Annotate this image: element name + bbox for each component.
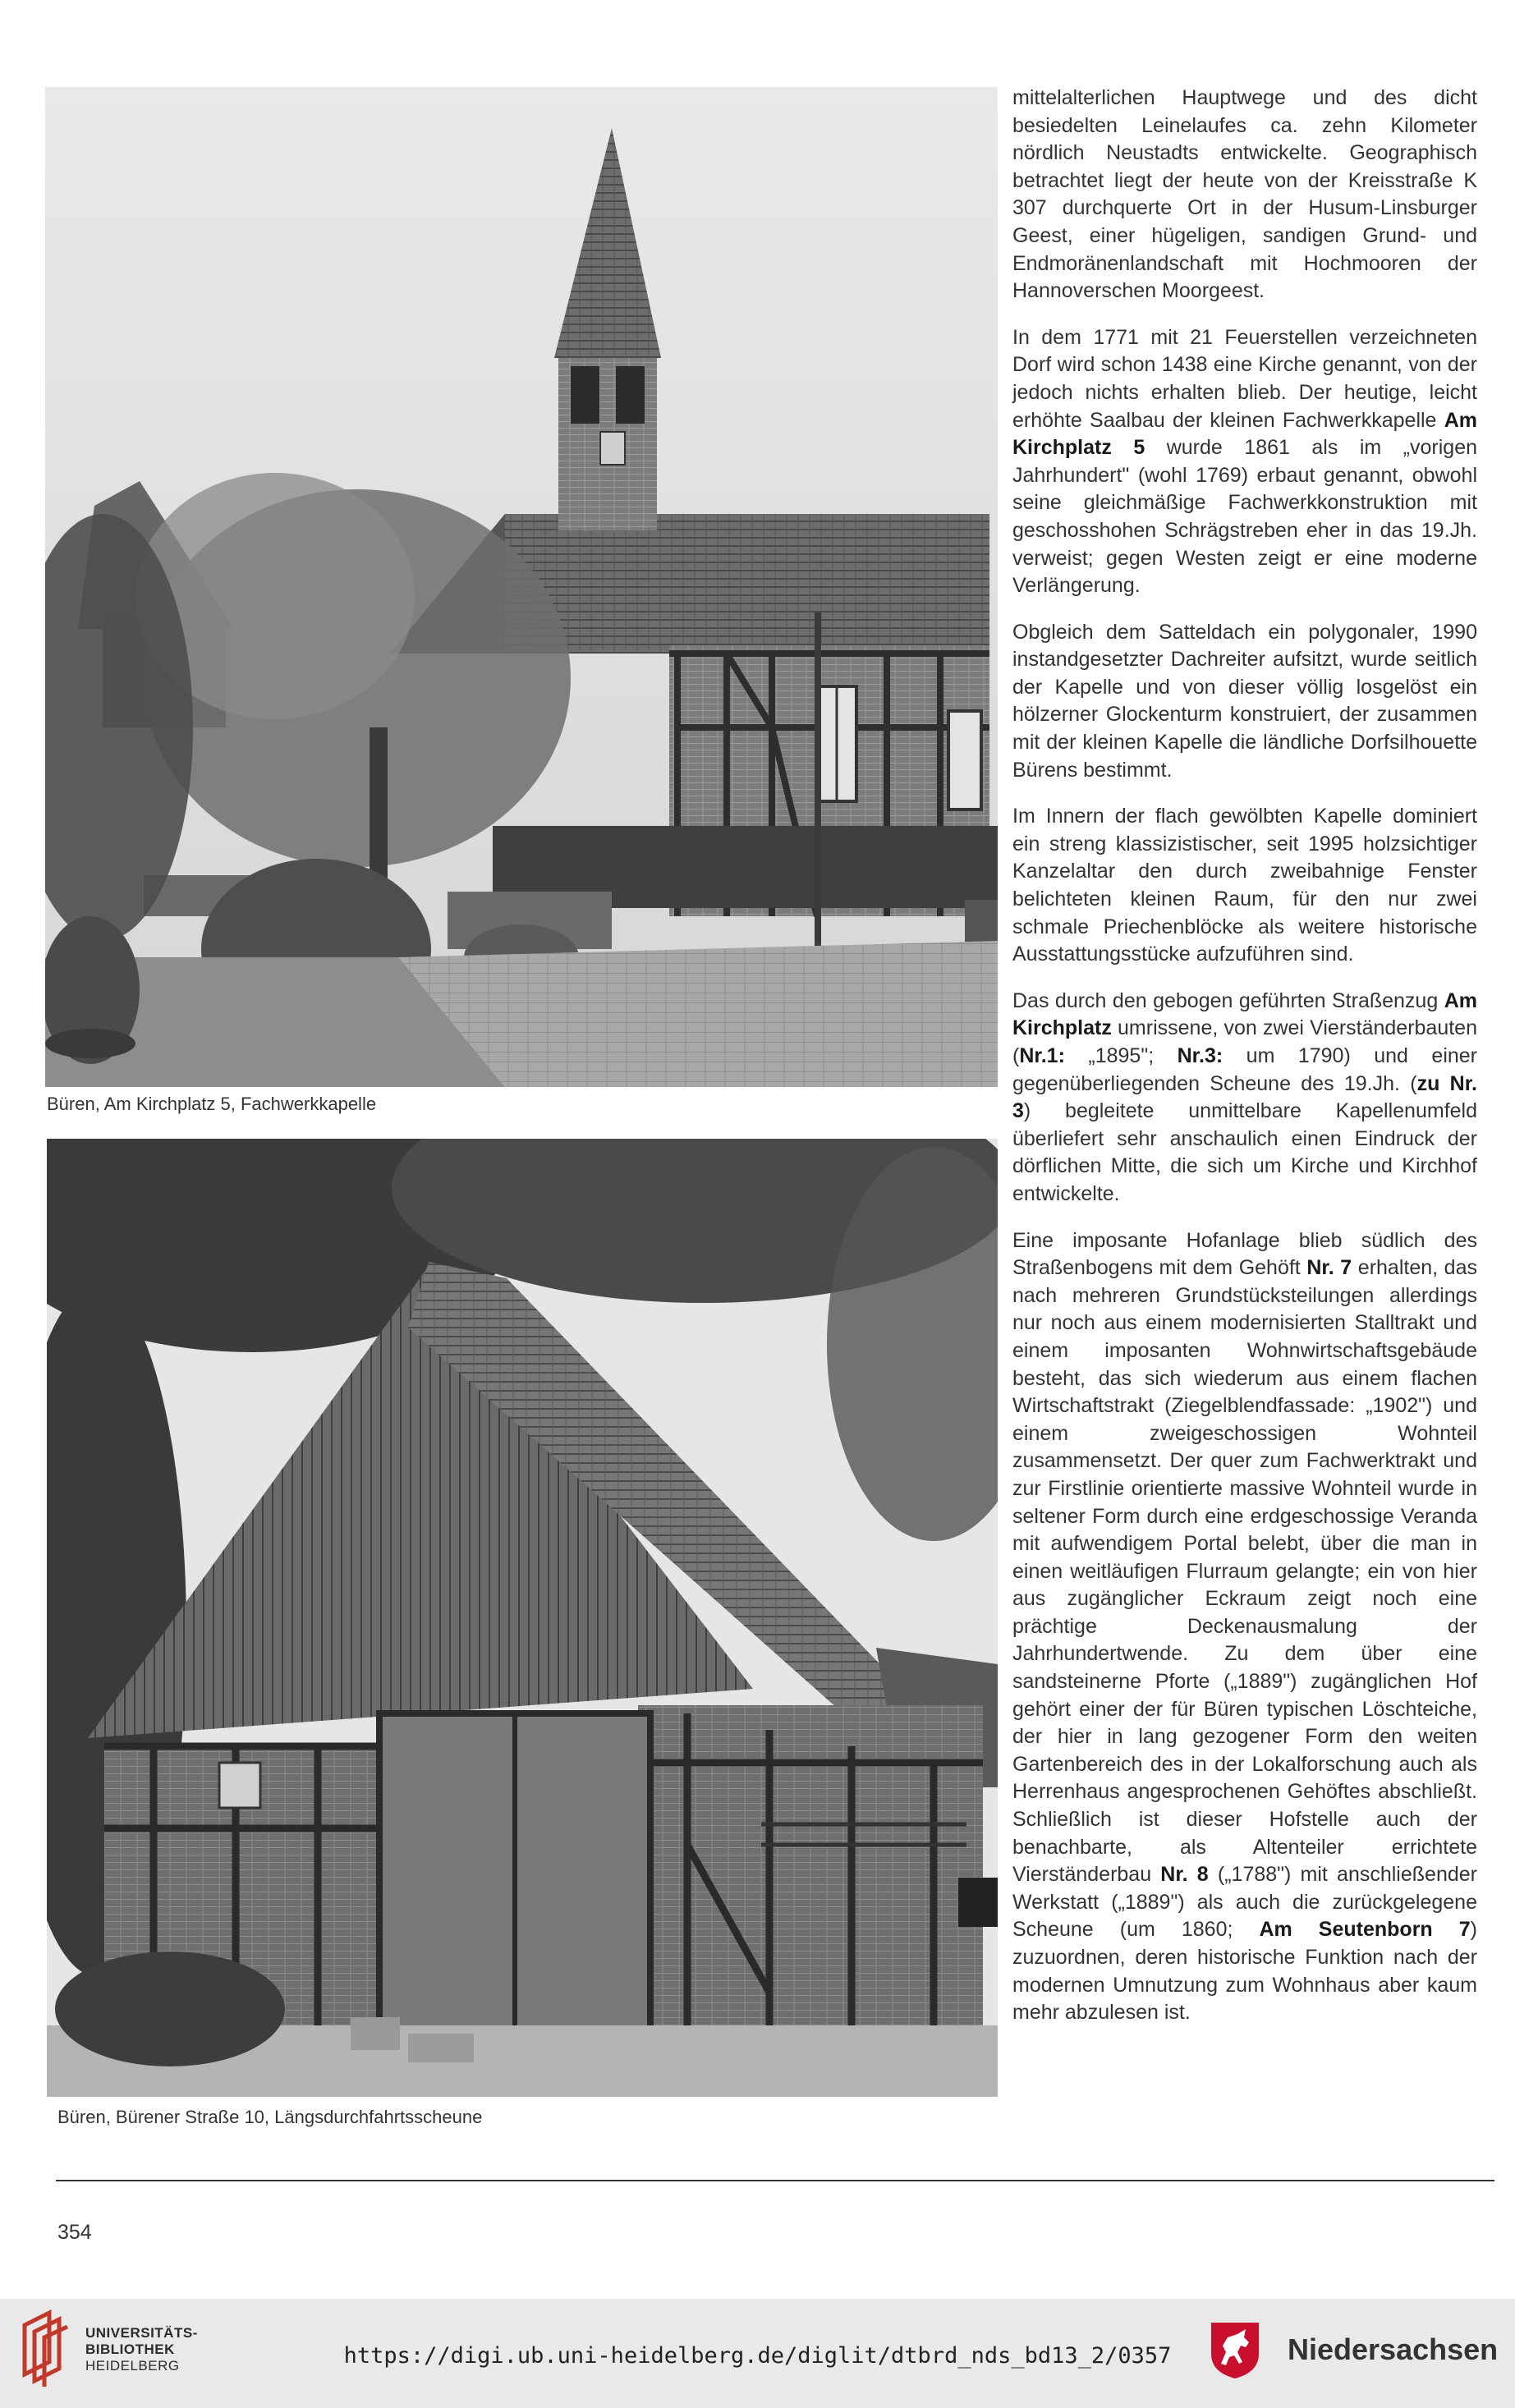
page-number: 354: [57, 2221, 92, 2244]
paragraph-1: mittelalterlichen Hauptwege und des dicht besiedelten Leinelaufes ca. zehn Kilometer nördlich Neustadts entwickelte. Geographisch betrachtet liegt der heute von der Kreisstraße K 307 durchquerte Ort in der Husum-Linsburger Geest, einer hügeligen, sandigen Grund- und Endmoränenlandschaft mit Hochmooren der Hannoverschen Moorgeest.: [1012, 86, 1477, 303]
bottom-photo-caption: Büren, Bürener Straße 10, Längsdurchfahrtsscheune: [57, 2107, 483, 2127]
footer-rule: [56, 2180, 1494, 2181]
university-library-name: UNIVERSITÄTS- BIBLIOTHEK HEIDELBERG: [85, 2325, 198, 2374]
church-photo: [45, 87, 998, 1087]
paragraph-2: In dem 1771 mit 21 Feuerstellen verzeichneten Dorf wird schon 1438 eine Kirche genannt, von der jedoch nichts erhalten blieb. Der heutige, leicht erhöhte Saalbau der kleinen Fachwerkkapelle Am Kirchplatz 5 wurde 1861 als im „vorigen Jahrhundert" (wohl 1769) erbaut genannt, obwohl seine gleichmäßige Fachwerkkonstruktion mit geschosshohen Schrägstreben eher in das 19.Jh. verweist; gegen Westen zeigt er eine moderne Verlängerung.: [1012, 325, 1477, 598]
state-name: Niedersachsen: [1288, 2332, 1499, 2366]
top-photo-caption: Büren, Am Kirchplatz 5, Fachwerkkapelle: [47, 1094, 377, 1114]
paragraph-3: Obgleich dem Satteldach ein polygonaler, 1990 instandgesetzter Dachreiter aufsitzt, wurde seitlich der Kapelle und von dieser völlig losgelöst ein hölzerner Glockenturm konstruiert, der zusammen mit der kleinen Kapelle die ländliche Dorfsilhouette Bürens bestimmt.: [1012, 620, 1477, 782]
paragraph-6: Eine imposante Hofanlage blieb südlich des Straßenbogens mit dem Gehöft Nr. 7 erhalten, das nach mehreren Grundstücksteilungen allerdings nur noch aus einem modernisierten Stalltrakt und einem imposanten Wohnwirtschaftsgebäude besteht, das sich wiederum aus einem flachen Wirtschaftstrakt (Ziegelblendfassade: „1902") und einem zweigeschossigen Wohnteil zusammensetzt. Der quer zum Fachwerktrakt und zur Firstlinie orientierte massive Wohnteil wurde in seltener Form durch eine erdgeschossige Veranda mit aufwendigem Portal belebt, über die man in einen weitläufigen Flurraum gelangte; ein von hier aus zugänglicher Eckraum zeigt noch eine prächtige Deckenausmalung der Jahrhundertwende. Zu dem über eine sandsteinerne Pforte („1889") zugänglichen Hof gehört einer der für Büren typischen Löschteiche, der hier in lang gezogener Form den weiten Gartenbereich des in der Lokalforschung auch als Herrenhaus angesprochenen Gehöftes abschließt. Schließlich ist dieser Hofstelle auch der benachbarte, als Altenteiler errichtete Vierständerbau Nr. 8 („1788") mit anschließender Werkstatt („1889") als auch die zurückgelegene Scheune (um 1860; Am Seutenborn 7) zuzuordnen, deren historische Funktion nach der modernen Umnutzung zum Wohnhaus aber kaum mehr abzulesen ist.: [1012, 1228, 1477, 2025]
paragraph-4: Im Innern der flach gewölbten Kapelle dominiert ein streng klassizistischer, seit 1995 holzsichtiger Kanzelaltar den durch zweibahnige Fenster belichteten kleinen Raum, für den nur zwei schmale Priechenblöcke als weitere historische Ausstattungsstücke aufzuführen sind.: [1012, 805, 1477, 966]
barn-photo: [47, 1139, 998, 2097]
body-text-column: [1012, 85, 1477, 2046]
source-url-link[interactable]: https://digi.ub.uni-heidelberg.de/diglit/dtbrd_nds_bd13_2/0357: [343, 2343, 1172, 2369]
lower-saxony-horse-crest-icon: [1210, 2321, 1260, 2380]
paragraph-5: Das durch den gebogen geführten Straßenzug Am Kirchplatz umrissene, von zwei Vierständerbauten (Nr.1: „1895"; Nr.3: um 1790) und einer gegenüberliegenden Scheune des 19.Jh. (zu Nr. 3) begleitete unmittelbare Kapellenumfeld überliefert sehr anschaulich einen Eindruck der dörflichen Mitte, die sich um Kirche und Kirchhof entwickelte.: [1012, 988, 1477, 1205]
